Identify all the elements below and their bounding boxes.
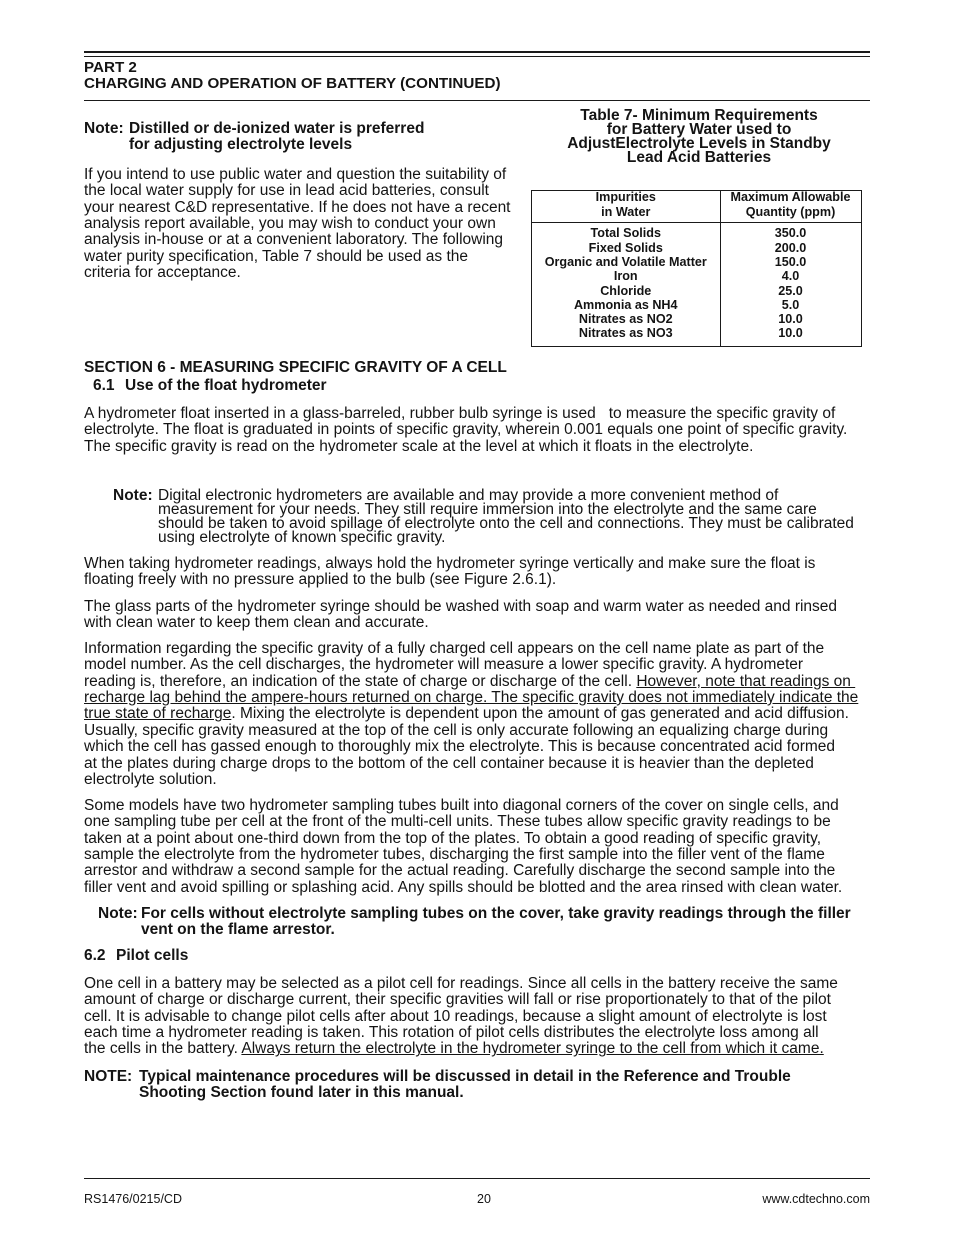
max-ppm-cell: 200.0 (774, 240, 807, 255)
max-ppm-cell: 10.0 (778, 326, 803, 341)
header-line: Impurities (595, 190, 656, 204)
note-line: measurement for your needs. They still require immersion into the electrolyte and the same care (158, 501, 817, 518)
paragraph-line: If you intend to use public water and question the suitability of (84, 165, 507, 183)
subsection-number: 6.2 (84, 946, 106, 964)
header-line: in Water (601, 205, 651, 219)
note-line: for adjusting electrolyte levels (129, 136, 353, 154)
caption-line: AdjustElectrolyte Levels in Standby (567, 135, 831, 152)
subsection-number: 6.1 (93, 376, 115, 394)
text-segment: . Mixing the electrolyte is dependent upon the amount of gas generated and acid diffusion. (231, 705, 849, 723)
paragraph-line: with clean water to keep them clean and accurate. (84, 614, 429, 632)
column-header-max-quantity (721, 190, 860, 220)
footer-page-number: 20 (477, 1192, 491, 1206)
paragraph-line: analysis in-house or at a convenient laboratory. The following (84, 231, 504, 249)
paragraph-line: electrolyte solution. (84, 771, 217, 789)
paragraph-line: model number. As the cell discharges, the hydrometer will measure a lower specific gravity. A hydrometer (84, 656, 804, 674)
table-row (532, 284, 860, 298)
sampling-note-label: Note: (98, 904, 138, 922)
sampling-note-text (141, 906, 851, 939)
paragraph-line (84, 690, 858, 706)
max-ppm-cell: 150.0 (774, 254, 807, 269)
impurity-cell: Fixed Solids (588, 240, 663, 255)
table-row (532, 241, 860, 255)
paragraph-line: at the plates during charge drops to the bottom of the cell container because it is heavier than the depleted (84, 754, 814, 772)
header-rule (84, 100, 870, 101)
impurity-cell: Total Solids (590, 226, 661, 241)
readings-paragraph (84, 556, 815, 589)
caption-line: Table 7- Minimum Requirements (580, 107, 818, 124)
paragraph-line: one sampling tube per cell at the front of the multi-cell units. These tubes allow specific gravity readings to be (84, 813, 831, 831)
max-ppm-cell: 25.0 (778, 283, 803, 298)
table-row (532, 226, 860, 240)
max-ppm-cell: 10.0 (778, 312, 803, 327)
paragraph-line: the local water supply for use in lead acid batteries, consult (84, 182, 489, 200)
table-caption (540, 109, 858, 165)
part-title: CHARGING AND OPERATION OF BATTERY (CONTINUED) (84, 75, 501, 92)
table-row (532, 326, 860, 340)
paragraph-line: your nearest C&D representative. If he does not have a recent (84, 198, 511, 216)
note-line: vent on the flame arrestor. (141, 921, 335, 939)
underlined-text: However, note that readings on (636, 672, 856, 690)
table-row (532, 269, 860, 283)
underlined-text: true state of recharge (84, 705, 232, 723)
table-row (532, 298, 860, 312)
footer-rule (84, 1178, 870, 1179)
paragraph-line: amount of charge or discharge current, their specific gravities will fall or rise proportionately to that of the pilot (84, 991, 831, 1009)
paragraph-line: water purity specification, Table 7 should be used as the (84, 247, 469, 265)
impurity-cell: Ammonia as NH4 (573, 297, 678, 312)
paragraph-line: floating freely with no pressure applied to the bulb (see Figure 2.6.1). (84, 571, 557, 589)
max-ppm-cell: 5.0 (781, 297, 800, 312)
impurity-cell: Nitrates as NO3 (578, 326, 673, 341)
table-body (532, 226, 860, 340)
paragraph-line: Information regarding the specific gravity of a fully charged cell appears on the cell name plate as part of the (84, 639, 825, 657)
caption-line: Lead Acid Batteries (626, 149, 772, 166)
closing-note-text (139, 1069, 791, 1102)
pilot-paragraph (84, 976, 838, 1058)
table-row (532, 312, 860, 326)
paragraph-line: Some models have two hydrometer sampling tubes built into diagonal corners of the cover on single cells, and (84, 796, 839, 814)
underlined-text: Always return the electrolyte in the hydrometer syringe to the cell from which it came. (241, 1040, 824, 1058)
impurity-cell: Organic and Volatile Matter (544, 254, 707, 269)
paragraph-line: electrolyte. The float is graduated in points of specific gravity, wherein 0.001 equals one point of specific gravity. (84, 421, 848, 439)
paragraph-line: each time a hydrometer reading is taken. This rotation of pilot cells distributes the electrolyte loss among all (84, 1024, 819, 1042)
paragraph-line: filler vent and avoid spilling or splashing acid. Any spills should be blotted and the area rinsed with clean water. (84, 878, 843, 896)
paragraph-line: One cell in a battery may be selected as a pilot cell for readings. Since all cells in the battery receive the same (84, 974, 838, 992)
water-note-text (129, 121, 424, 154)
footer-doc-id: RS1476/0215/CD (84, 1192, 182, 1206)
intro-paragraph (84, 167, 511, 282)
paragraph-line: The specific gravity is read on the hydrometer scale at the level at which it floats in the electrolyte. (84, 437, 754, 455)
paragraph-line: When taking hydrometer readings, always hold the hydrometer syringe vertically and make sure the float is (84, 554, 816, 572)
hydrometer-paragraph (84, 406, 847, 455)
sampling-paragraph (84, 798, 842, 896)
note-line: For cells without electrolyte sampling tubes on the cover, take gravity readings through the filler (141, 904, 851, 922)
paragraph-line: arrestor and withdraw a second sample for the actual reading. Carefully discharge the second sample into the (84, 862, 836, 880)
table-header-divider (532, 222, 861, 224)
impurity-cell: Chloride (600, 283, 652, 298)
page-header (84, 60, 501, 92)
part-label: PART 2 (84, 59, 137, 76)
header-line: Maximum Allowable (730, 190, 851, 204)
subsection-title: Use of the float hydrometer (125, 376, 327, 394)
gravity-info-paragraph (84, 641, 858, 789)
subsection-title: Pilot cells (116, 946, 189, 964)
table-row (532, 255, 860, 269)
note-line: using electrolyte of known specific gravity. (158, 529, 446, 546)
cleaning-paragraph (84, 599, 837, 632)
paragraph-line: which the cell has gassed enough to thoroughly mix the electrolyte. This is because concentrated acid formed (84, 738, 836, 756)
note-line: should be taken to avoid spillage of electrolyte onto the cell and connections. They must be calibrated (158, 515, 854, 532)
water-note-label: Note: (84, 119, 124, 137)
note-line: Typical maintenance procedures will be discussed in detail in the Reference and Trouble (139, 1067, 791, 1085)
paragraph-line: analysis report available, you may wish to conduct your own (84, 215, 496, 233)
water-purity-table (531, 190, 862, 347)
closing-note-label: NOTE: (84, 1067, 133, 1085)
underlined-text: recharge lag behind the ampere-hours returned on charge. The specific gravity does not immediately indicate the (84, 689, 859, 707)
impurity-cell: Iron (613, 269, 638, 284)
caption-line: for Battery Water used to (606, 121, 792, 138)
max-ppm-cell: 350.0 (774, 226, 807, 241)
paragraph-line: criteria for acceptance. (84, 264, 241, 282)
paragraph-line (84, 674, 858, 690)
paragraph-line: taken at a point about one-third down from the top of the plates. To obtain a good reading of specific gravity, (84, 829, 822, 847)
impurity-cell: Nitrates as NO2 (578, 312, 673, 327)
note-line: Digital electronic hydrometers are available and may provide a more convenient method of (158, 487, 779, 504)
header-double-rule-top (84, 51, 870, 53)
paragraph-line (84, 1041, 838, 1057)
text-segment: the cells in the battery. (84, 1040, 242, 1058)
note-line: Distilled or de-ionized water is preferred (129, 119, 425, 137)
header-double-rule-bottom (84, 56, 870, 57)
paragraph-line: The glass parts of the hydrometer syringe should be washed with soap and warm water as needed and rinsed (84, 597, 838, 615)
header-line: Quantity (ppm) (745, 205, 836, 219)
column-header-impurities (532, 190, 720, 220)
text-segment: reading is, therefore, an indication of the state of charge or discharge of the cell. (84, 672, 637, 690)
max-ppm-cell: 4.0 (781, 269, 800, 284)
note-line: Shooting Section found later in this manual. (139, 1084, 464, 1102)
paragraph-line: Usually, specific gravity measured at the top of the cell is only accurate following an equalizing charge during (84, 721, 829, 739)
digital-note-text (158, 489, 854, 545)
digital-note-label: Note: (113, 487, 153, 504)
paragraph-line (84, 706, 858, 722)
footer-website: www.cdtechno.com (762, 1192, 870, 1206)
section-heading: SECTION 6 - MEASURING SPECIFIC GRAVITY OF A CELL (84, 358, 507, 376)
paragraph-line: sample the electrolyte from the hydrometer tubes, discharging the first sample into the filler vent of the flame (84, 846, 825, 864)
paragraph-line: A hydrometer float inserted in a glass-barreled, rubber bulb syringe is used to measure the specific gravity of (84, 404, 836, 422)
paragraph-line: cell. It is advisable to change pilot cells after about 10 readings, because a slight amount of electrolyte is lost (84, 1007, 827, 1025)
